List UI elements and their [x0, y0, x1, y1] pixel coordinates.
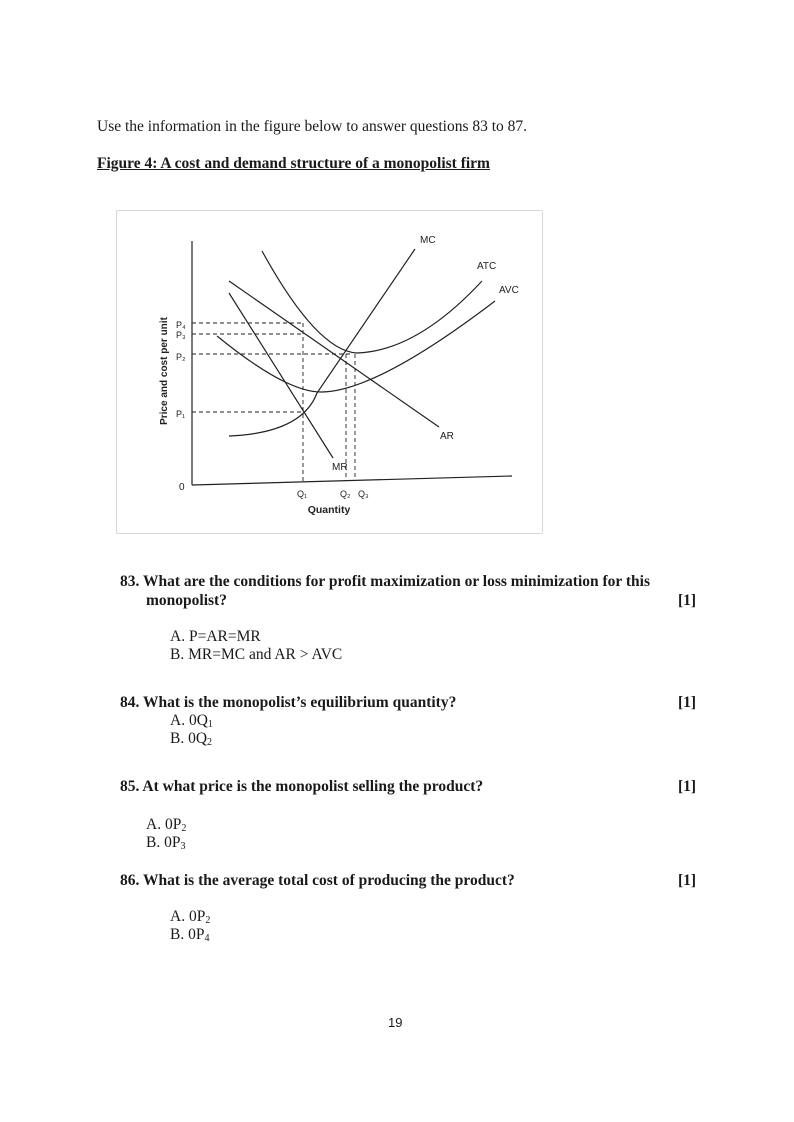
option-subscript: 1: [207, 719, 213, 730]
question-83: 83. What are the conditions for profit maximization or loss minimization for this: [120, 573, 651, 590]
question-85: 85. At what price is the monopolist selling the product?: [120, 778, 484, 795]
option-subscript: 4: [204, 933, 210, 944]
option-letter: A.: [170, 628, 186, 645]
ar-label: AR: [440, 431, 454, 442]
q3-label: Q₃: [358, 489, 369, 499]
q2-label: Q₂: [340, 489, 351, 499]
p4-label: P₄: [176, 320, 186, 330]
atc-curve: [262, 251, 482, 353]
option-text: 0P: [164, 816, 182, 833]
option-subscript: 2: [205, 915, 211, 926]
mc-label: MC: [420, 235, 436, 246]
figure-4-cost-demand-diagram: [116, 210, 543, 534]
p3-label: P₃: [176, 330, 186, 340]
option-text: 0Q: [188, 712, 208, 729]
option-letter: B.: [170, 646, 185, 663]
question-84: 84. What is the monopolist’s equilibrium quantity?: [120, 694, 457, 711]
option-letter: B.: [146, 834, 161, 851]
option-subscript: 3: [180, 841, 186, 852]
question-86-mark: [1]: [678, 872, 697, 889]
y-axis-title: Price and cost per unit: [159, 317, 170, 425]
option-letter: A.: [170, 908, 186, 925]
option-subscript: 2: [181, 823, 187, 834]
q83-option-b: [170, 646, 342, 664]
q85-option-b: [146, 834, 185, 856]
origin-label: 0: [179, 482, 185, 493]
question-83-cont: monopolist?: [146, 592, 227, 609]
figure-title: Figure 4: A cost and demand structure of a monopolist firm: [97, 155, 490, 172]
x-axis: [192, 476, 512, 485]
mr-label: MR: [332, 462, 348, 473]
option-letter: B.: [170, 730, 185, 747]
question-86: 86. What is the average total cost of producing the product?: [120, 872, 515, 889]
option-text: 0P: [188, 908, 206, 925]
option-text: 0P: [164, 834, 181, 851]
question-83-mark: [1]: [678, 592, 697, 609]
p1-label: P₁: [176, 409, 186, 419]
question-85-mark: [1]: [678, 778, 697, 795]
option-subscript: 2: [207, 737, 213, 748]
option-text: 0P: [188, 926, 205, 943]
ar-curve: [229, 281, 439, 427]
p2-label: P₂: [176, 352, 186, 362]
q83-option-a: [170, 628, 261, 646]
option-text: 0Q: [188, 730, 208, 747]
option-letter: A.: [170, 712, 186, 729]
x-axis-title: Quantity: [307, 504, 351, 516]
option-text: MR=MC and AR > AVC: [188, 646, 343, 663]
option-letter: A.: [146, 816, 162, 833]
question-84-mark: [1]: [678, 694, 697, 711]
q1-label: Q₁: [297, 489, 308, 499]
avc-label: AVC: [499, 285, 519, 296]
option-letter: B.: [170, 926, 185, 943]
mc-curve: [229, 249, 415, 436]
option-text: P=AR=MR: [188, 628, 261, 645]
avc-curve: [217, 301, 495, 392]
q84-option-b: [170, 730, 212, 752]
q86-option-b: [170, 926, 209, 948]
diagram-svg: [117, 211, 542, 533]
intro-text: Use the information in the figure below to answer questions 83 to 87.: [97, 118, 528, 135]
atc-label: ATC: [477, 261, 497, 272]
page-number: 19: [388, 1015, 403, 1030]
